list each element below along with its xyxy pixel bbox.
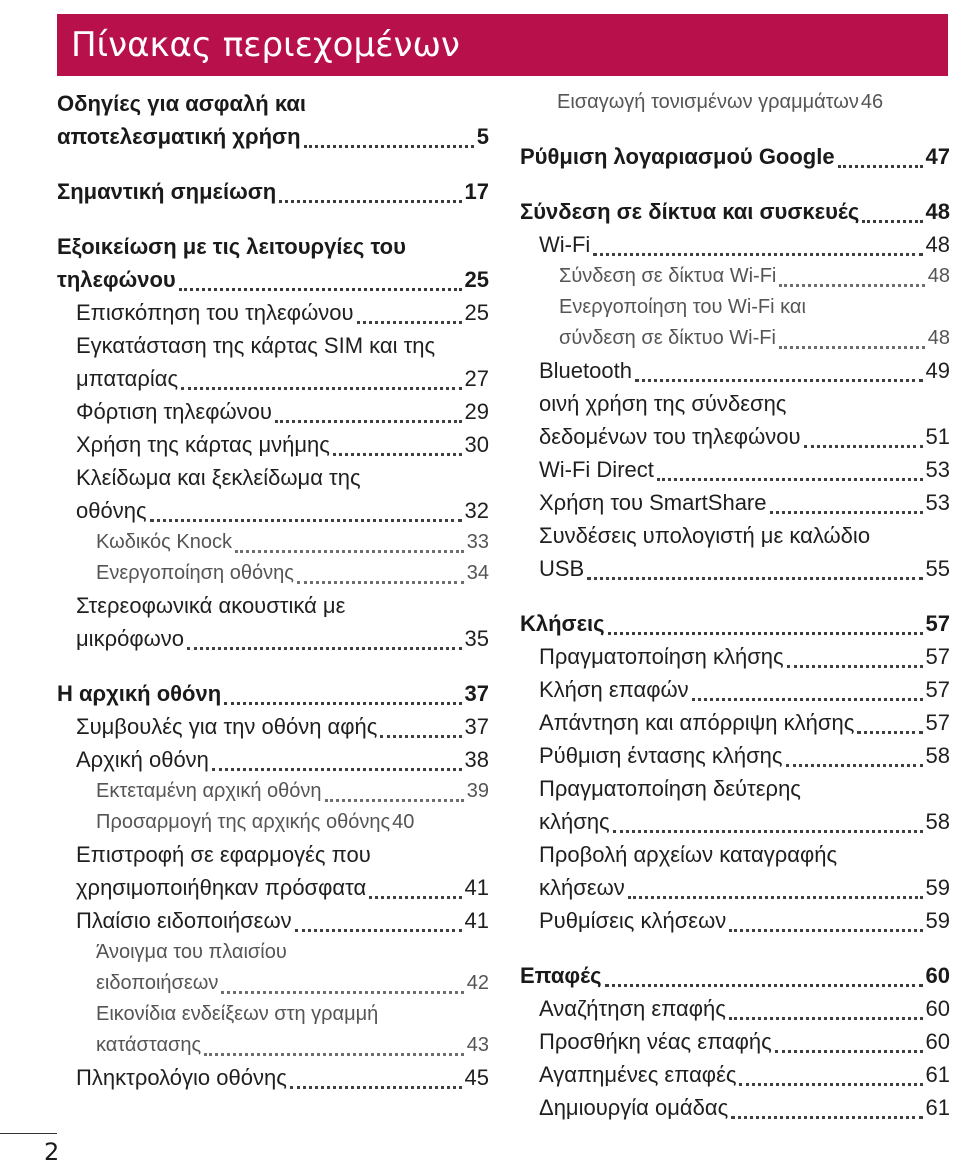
toc-entry-title: τηλεφώνου — [57, 267, 176, 292]
toc-entry-title: μικρόφωνο — [76, 626, 184, 651]
toc-entry-line — [57, 677, 489, 710]
toc-entry-level2[interactable] — [57, 296, 489, 329]
toc-page-number: 60 — [925, 963, 950, 988]
toc-leader-dots — [657, 478, 923, 481]
toc-entry-title: Κλήσεις — [520, 611, 605, 636]
toc-gap — [520, 937, 950, 959]
toc-entry-level3[interactable] — [57, 937, 489, 999]
toc-entry-level3[interactable] — [520, 292, 950, 354]
toc-leader-dots — [613, 830, 923, 833]
toc-entry-level3[interactable] — [520, 261, 950, 292]
page-number-rule — [0, 1133, 57, 1134]
toc-entry-level2[interactable] — [520, 228, 950, 261]
toc-entry-level2[interactable] — [57, 395, 489, 428]
toc-entry-level1[interactable] — [520, 140, 950, 173]
toc-page-number: 25 — [464, 267, 489, 292]
toc-leader-dots — [838, 165, 923, 168]
toc-entry-level2[interactable] — [57, 1061, 489, 1094]
toc-leader-dots — [587, 577, 922, 580]
toc-entry-line — [539, 739, 950, 772]
toc-page-number: 38 — [464, 747, 489, 772]
toc-gap — [520, 118, 950, 140]
toc-entry-line — [76, 1061, 489, 1094]
toc-entry-title: Επισκόπηση του τηλεφώνου — [76, 300, 354, 325]
toc-page-number: 43 — [466, 1034, 489, 1056]
toc-page-number: 5 — [476, 124, 489, 149]
toc-entry-level3[interactable] — [57, 558, 489, 589]
toc-entry-title: Ρύθμιση λογαριασμού Google — [520, 144, 835, 169]
toc-entry-line — [520, 607, 950, 640]
toc-entry-title: Εξοικείωση με τις λειτουργίες του — [57, 234, 406, 259]
toc-entry-level2[interactable] — [520, 772, 950, 838]
toc-entry-line — [539, 838, 950, 871]
toc-leader-dots — [593, 253, 922, 256]
toc-entry-line — [76, 871, 489, 904]
toc-page-number: 37 — [464, 681, 489, 706]
toc-leader-dots — [179, 288, 462, 291]
toc-page-number: 61 — [925, 1095, 950, 1120]
toc-page-number: 29 — [464, 399, 489, 424]
toc-page-number: 53 — [925, 490, 950, 515]
toc-entry-title: USB — [539, 556, 585, 581]
toc-page-number: 34 — [466, 562, 489, 584]
toc-entry-line — [539, 904, 950, 937]
toc-entry-title: Ρυθμίσεις κλήσεων — [539, 908, 727, 933]
toc-page-number: 42 — [466, 972, 489, 994]
toc-leader-dots — [221, 991, 463, 994]
toc-entry-level2[interactable] — [520, 453, 950, 486]
toc-entry-title: Προσαρμογή της αρχικής οθόνης — [96, 811, 391, 833]
toc-leader-dots — [786, 764, 923, 767]
toc-entry-line — [76, 428, 489, 461]
toc-entry-line — [539, 805, 950, 838]
toc-entry-title: Wi-Fi — [539, 232, 591, 257]
toc-page-number: 57 — [925, 677, 950, 702]
toc-entry-title: ειδοποιήσεων — [96, 972, 219, 994]
toc-entry-title: Απάντηση και απόρριψη κλήσης — [539, 710, 855, 735]
toc-entry-line — [520, 959, 950, 992]
toc-page-number: 60 — [925, 996, 950, 1021]
toc-entry-title: Ενεργοποίηση οθόνης — [96, 562, 294, 584]
toc-leader-dots — [779, 284, 924, 287]
toc-entry-title: Bluetooth — [539, 358, 632, 383]
toc-entry-level2[interactable] — [520, 1058, 950, 1091]
toc-entry-line — [520, 195, 950, 228]
toc-entry-level1[interactable] — [57, 175, 489, 208]
toc-page-number: 48 — [925, 199, 950, 224]
toc-leader-dots — [187, 647, 462, 650]
toc-leader-dots — [297, 581, 464, 584]
toc-entry-line — [539, 772, 950, 805]
toc-page-number: 61 — [925, 1062, 950, 1087]
toc-entry-level1[interactable] — [57, 230, 489, 296]
toc-entry-title: οινή χρήση της σύνδεσης — [539, 391, 787, 416]
toc-entry-line — [96, 1030, 489, 1061]
toc-entry-line — [96, 558, 489, 589]
toc-entry-line — [76, 329, 489, 362]
toc-entry-line — [539, 1091, 950, 1124]
toc-page-number: 47 — [925, 144, 950, 169]
toc-entry-title: Στερεοφωνικά ακουστικά με — [76, 593, 346, 618]
toc-entry-level3[interactable] — [57, 807, 489, 838]
toc-entry-line — [57, 120, 489, 153]
toc-entry-level2[interactable] — [520, 739, 950, 772]
toc-leader-dots — [729, 929, 922, 932]
toc-leader-dots — [635, 379, 923, 382]
toc-entry-title: δεδομένων του τηλεφώνου — [539, 424, 801, 449]
toc-page-number: 33 — [466, 531, 489, 553]
toc-entry-title: Πραγματοποίηση κλήσης — [539, 644, 784, 669]
toc-entry-line — [76, 743, 489, 776]
toc-entry-title: Επαφές — [520, 963, 602, 988]
toc-leader-dots — [333, 453, 462, 456]
toc-entry-title: Εικονίδια ενδείξεων στη γραμμή — [96, 1003, 379, 1025]
toc-entry-title: Πλαίσιο ειδοποιήσεων — [76, 908, 292, 933]
toc-right-column — [520, 87, 950, 1124]
toc-page-number: 48 — [927, 265, 950, 287]
toc-entry-level3[interactable] — [57, 776, 489, 807]
toc-entry-line — [96, 527, 489, 558]
toc-entry-title: κλήσεων — [539, 875, 625, 900]
toc-page-number: 49 — [925, 358, 950, 383]
toc-entry-title: Πραγματοποίηση δεύτερης — [539, 776, 801, 801]
toc-entry-line — [76, 838, 489, 871]
toc-entry-line — [76, 395, 489, 428]
toc-entry-line — [76, 904, 489, 937]
toc-entry-title: Η αρχική οθόνη — [57, 681, 222, 706]
toc-entry-level2[interactable] — [57, 743, 489, 776]
toc-entry-level1[interactable] — [57, 87, 489, 153]
toc-entry-title: Σύνδεση σε δίκτυα Wi-Fi — [559, 265, 777, 287]
toc-leader-dots — [862, 220, 922, 223]
toc-page-number: 60 — [925, 1029, 950, 1054]
toc-page-number: 40 — [392, 811, 415, 833]
toc-page-number: 53 — [925, 457, 950, 482]
toc-entry-level2[interactable] — [520, 486, 950, 519]
toc-leader-dots — [775, 1050, 923, 1053]
toc-page-number: 48 — [927, 327, 950, 349]
toc-entry-title: αποτελεσματική χρήση — [57, 124, 301, 149]
toc-entry-line — [76, 494, 489, 527]
toc-entry-line — [539, 228, 950, 261]
toc-entry-title: Συνδέσεις υπολογιστή με καλώδιο — [539, 523, 871, 548]
toc-entry-line — [559, 292, 950, 323]
toc-entry-line — [539, 552, 950, 585]
toc-entry-title: σύνδεση σε δίκτυο Wi-Fi — [559, 327, 776, 349]
toc-entry-line — [57, 175, 489, 208]
toc-page-number: 51 — [925, 424, 950, 449]
toc-page-number: 32 — [464, 498, 489, 523]
toc-entry-line — [539, 706, 950, 739]
toc-entry-line — [76, 622, 489, 655]
toc-leader-dots — [325, 799, 464, 802]
toc-entry-line — [520, 140, 950, 173]
toc-entry-line — [539, 673, 950, 706]
toc-entry-title: Αγαπημένες επαφές — [539, 1062, 737, 1087]
toc-leader-dots — [369, 896, 461, 899]
toc-entry-level2[interactable] — [57, 904, 489, 937]
toc-entry-title: Κλείδωμα και ξεκλείδωμα της — [76, 465, 361, 490]
toc-entry-level2[interactable] — [520, 1025, 950, 1058]
toc-gap — [57, 153, 489, 175]
toc-entry-level1[interactable] — [520, 195, 950, 228]
toc-entry-level1[interactable] — [520, 607, 950, 640]
toc-entry-level2[interactable] — [520, 992, 950, 1025]
toc-leader-dots — [380, 735, 461, 738]
toc-gap — [57, 655, 489, 677]
toc-page-number: 57 — [925, 611, 950, 636]
toc-entry-level2[interactable] — [520, 838, 950, 904]
toc-leader-dots — [605, 984, 923, 987]
toc-leader-dots — [779, 346, 925, 349]
toc-entry-level2[interactable] — [520, 519, 950, 585]
toc-entry-line — [539, 1025, 950, 1058]
toc-entry-title: Προσθήκη νέας επαφής — [539, 1029, 772, 1054]
toc-entry-level3[interactable] — [520, 87, 950, 118]
toc-entry-line — [57, 87, 489, 120]
toc-leader-dots — [770, 511, 923, 514]
toc-entry-level2[interactable] — [520, 640, 950, 673]
toc-page-number: 59 — [925, 875, 950, 900]
toc-leader-dots — [857, 731, 922, 734]
toc-entry-line — [559, 261, 950, 292]
toc-entry-level2[interactable] — [57, 838, 489, 904]
toc-entry-title: Δημιουργία ομάδας — [539, 1095, 729, 1120]
toc-entry-line — [539, 640, 950, 673]
toc-entry-line — [96, 968, 489, 999]
toc-entry-title: Αναζήτηση επαφής — [539, 996, 726, 1021]
toc-leader-dots — [212, 768, 462, 771]
toc-page-number: 41 — [464, 875, 489, 900]
toc-leader-dots — [279, 200, 461, 203]
toc-entry-title: Συμβουλές για την οθόνη αφής — [76, 714, 378, 739]
toc-entry-line — [539, 871, 950, 904]
toc-page-number: 30 — [464, 432, 489, 457]
toc-entry-title: Φόρτιση τηλεφώνου — [76, 399, 272, 424]
toc-leader-dots — [608, 632, 923, 635]
toc-leader-dots — [275, 420, 462, 423]
toc-page-number: 45 — [464, 1065, 489, 1090]
toc-page-number: 55 — [925, 556, 950, 581]
toc-page-number: 41 — [464, 908, 489, 933]
toc-entry-line — [539, 354, 950, 387]
toc-page-number: 46 — [860, 91, 884, 113]
toc-entry-level2[interactable] — [520, 904, 950, 937]
toc-entry-title: Ενεργοποίηση του Wi-Fi και — [559, 296, 806, 318]
toc-entry-level2[interactable] — [520, 354, 950, 387]
toc-entry-level3[interactable] — [57, 527, 489, 558]
toc-entry-title: μπαταρίας — [76, 366, 179, 391]
toc-page-number: 25 — [464, 300, 489, 325]
toc-leader-dots — [204, 1053, 464, 1056]
toc-entry-title: κλήσης — [539, 809, 610, 834]
toc-leader-dots — [787, 665, 923, 668]
toc-entry-level2[interactable] — [57, 710, 489, 743]
toc-entry-title: Άνοιγμα του πλαισίου — [96, 941, 287, 963]
toc-entry-line — [539, 387, 950, 420]
toc-entry-title: Προβολή αρχείων καταγραφής — [539, 842, 838, 867]
toc-leader-dots — [290, 1086, 462, 1089]
toc-leader-dots — [804, 445, 923, 448]
toc-entry-line — [557, 87, 950, 118]
toc-entry-line — [76, 296, 489, 329]
toc-entry-line — [539, 519, 950, 552]
toc-entry-title: Κλήση επαφών — [539, 677, 689, 702]
toc-entry-title: Εγκατάσταση της κάρτας SIM και της — [76, 333, 436, 358]
toc-entry-title: Αρχική οθόνη — [76, 747, 209, 772]
toc-entry-level2[interactable] — [520, 706, 950, 739]
toc-entry-level1[interactable] — [520, 959, 950, 992]
toc-gap — [57, 208, 489, 230]
toc-entry-line — [76, 710, 489, 743]
toc-page-number: 39 — [466, 780, 489, 802]
toc-entry-line — [539, 1058, 950, 1091]
toc-entry-title: Εκτεταμένη αρχική οθόνη — [96, 780, 322, 802]
toc-entry-line — [57, 263, 489, 296]
toc-entry-line — [96, 807, 489, 838]
toc-leader-dots — [224, 702, 461, 705]
toc-entry-level3[interactable] — [57, 999, 489, 1061]
toc-entry-title: Εισαγωγή τονισμένων γραμμάτων — [557, 91, 859, 113]
toc-entry-level2[interactable] — [57, 428, 489, 461]
toc-page-number: 59 — [925, 908, 950, 933]
toc-leader-dots — [739, 1083, 922, 1086]
toc-entry-line — [539, 486, 950, 519]
toc-entry-line — [96, 999, 489, 1030]
toc-entry-line — [559, 323, 950, 354]
toc-entry-title: Οδηγίες για ασφαλή και — [57, 91, 307, 116]
toc-leader-dots — [304, 145, 474, 148]
toc-gap — [520, 585, 950, 607]
toc-entry-line — [539, 992, 950, 1025]
toc-entry-level2[interactable] — [520, 673, 950, 706]
toc-entry-title: Επιστροφή σε εφαρμογές που — [76, 842, 371, 867]
toc-entry-line — [539, 453, 950, 486]
toc-entry-level2[interactable] — [57, 329, 489, 395]
toc-leader-dots — [729, 1017, 923, 1020]
toc-entry-title: Ρύθμιση έντασης κλήσης — [539, 743, 783, 768]
toc-entry-title: Χρήση της κάρτας μνήμης — [76, 432, 330, 457]
toc-entry-level2[interactable] — [520, 1091, 950, 1124]
toc-gap — [520, 173, 950, 195]
toc-entry-title: Πληκτρολόγιο οθόνης — [76, 1065, 287, 1090]
toc-entry-line — [76, 461, 489, 494]
toc-page-number: 48 — [925, 232, 950, 257]
toc-entry-line — [96, 937, 489, 968]
toc-page-number: 35 — [464, 626, 489, 651]
toc-leader-dots — [628, 896, 923, 899]
toc-entry-title: κατάστασης — [96, 1034, 202, 1056]
toc-entry-level2[interactable] — [520, 387, 950, 453]
page-title: Πίνακας περιεχομένων — [57, 14, 948, 76]
toc-entry-line — [96, 776, 489, 807]
toc-leader-dots — [235, 550, 464, 553]
toc-entry-title: Σημαντική σημείωση — [57, 179, 277, 204]
toc-entry-level2[interactable] — [57, 589, 489, 655]
toc-entry-title: οθόνης — [76, 498, 147, 523]
toc-entry-title: χρησιμοποιήθηκαν πρόσφατα — [76, 875, 367, 900]
toc-page-number: 37 — [464, 714, 489, 739]
toc-page-number: 57 — [925, 710, 950, 735]
toc-entry-title: Χρήση του SmartShare — [539, 490, 767, 515]
toc-leader-dots — [692, 698, 923, 701]
toc-leader-dots — [357, 321, 462, 324]
toc-entry-line — [539, 420, 950, 453]
toc-entry-level2[interactable] — [57, 461, 489, 527]
toc-leader-dots — [295, 929, 462, 932]
toc-entry-line — [76, 362, 489, 395]
toc-page-number: 58 — [925, 809, 950, 834]
toc-page-number: 58 — [925, 743, 950, 768]
toc-left-column — [57, 87, 489, 1094]
toc-entry-title: Wi-Fi Direct — [539, 457, 654, 482]
toc-entry-title: Κωδικός Knock — [96, 531, 232, 553]
toc-leader-dots — [181, 387, 461, 390]
toc-entry-line — [57, 230, 489, 263]
page-number: 2 — [44, 1138, 60, 1166]
toc-entry-level1[interactable] — [57, 677, 489, 710]
toc-leader-dots — [731, 1116, 922, 1119]
toc-entry-title: Σύνδεση σε δίκτυα και συσκευές — [520, 199, 860, 224]
toc-page-number: 27 — [464, 366, 489, 391]
toc-entry-line — [76, 589, 489, 622]
toc-page-number: 17 — [464, 179, 489, 204]
toc-leader-dots — [150, 519, 462, 522]
toc-page-number: 57 — [925, 644, 950, 669]
